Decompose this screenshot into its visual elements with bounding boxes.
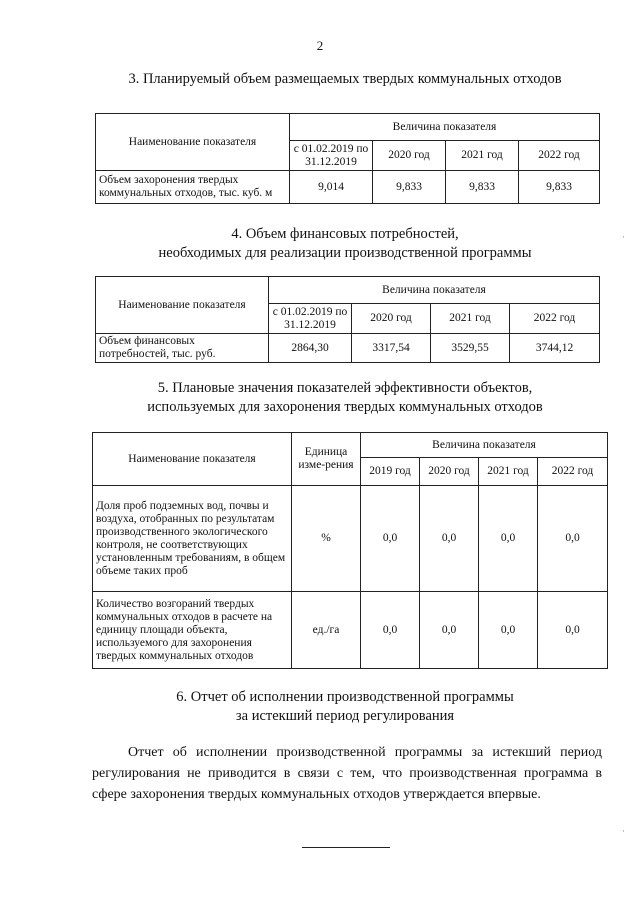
cell-value: 9,833 [519, 171, 600, 204]
table-row [96, 334, 600, 363]
section-6-title-line-1: 6. Отчет об исполнении производственной программы [176, 689, 514, 705]
cell-value: 0,0 [479, 486, 538, 592]
header-unit: Единица изме-рения [292, 433, 361, 486]
cell-value: 0,0 [361, 486, 420, 592]
cell-value: 3529,55 [431, 334, 510, 363]
section-5-title-line-1: 5. Плановые значения показателей эффективности объектов, [157, 380, 533, 396]
cell-value: 3744,12 [510, 334, 600, 363]
section-5-title-line-2: используемых для захоронения твердых коммунальных отходов [147, 399, 543, 415]
header-indicator-name: Наименование показателя [96, 114, 290, 171]
cell-unit: ед./га [292, 592, 361, 669]
cell-unit: % [292, 486, 361, 592]
header-period: с 01.02.2019 по 31.12.2019 [269, 304, 352, 334]
cell-value: 2864,30 [269, 334, 352, 363]
section-6-title-line-2: за истекший период регулирования [235, 708, 455, 724]
header-period: 2022 год [510, 304, 600, 334]
section-6-paragraph [92, 742, 602, 805]
section-5-title [80, 379, 610, 417]
table-row [96, 171, 600, 204]
table-row [93, 592, 608, 669]
row-name: Количество возгораний твердых коммунальных отходов в расчете на единицу площади объекта, используемого для захоронения твердых коммунальных отходов [93, 592, 292, 669]
scan-mark: · [622, 232, 625, 242]
cell-value: 9,833 [446, 171, 519, 204]
cell-value: 0,0 [361, 592, 420, 669]
header-period: 2020 год [352, 304, 431, 334]
section-5-table [92, 432, 608, 669]
header-year: 2022 год [538, 458, 608, 486]
header-period: 2022 год [519, 141, 600, 171]
cell-value: 0,0 [420, 486, 479, 592]
cell-value: 0,0 [479, 592, 538, 669]
header-period: с 01.02.2019 по 31.12.2019 [290, 141, 373, 171]
header-indicator-value: Величина показателя [361, 433, 608, 458]
header-indicator-name: Наименование показателя [96, 277, 269, 334]
header-period: 2020 год [373, 141, 446, 171]
header-year: 2020 год [420, 458, 479, 486]
closing-rule [302, 847, 390, 848]
section-4-title-line-2: необходимых для реализации производственной программы [158, 245, 532, 261]
section-4-title [80, 225, 610, 263]
header-indicator-value: Величина показателя [269, 277, 600, 304]
row-name: Объем захоронения твердых коммунальных отходов, тыс. куб. м [96, 171, 290, 204]
cell-value: 3317,54 [352, 334, 431, 363]
row-name: Доля проб подземных вод, почвы и воздуха, отобранных по результатам производственного экологического контроля, не соответствующих установленным требованиям, в общем объеме таких проб [93, 486, 292, 592]
header-period: 2021 год [431, 304, 510, 334]
header-indicator-name: Наименование показателя [93, 433, 292, 486]
header-year: 2021 год [479, 458, 538, 486]
cell-value: 0,0 [420, 592, 479, 669]
section-6-title [80, 688, 610, 726]
cell-value: 0,0 [538, 592, 608, 669]
cell-value: 9,833 [373, 171, 446, 204]
row-name: Объем финансовых потребностей, тыс. руб. [96, 334, 269, 363]
header-indicator-value: Величина показателя [290, 114, 600, 141]
table-row [93, 486, 608, 592]
section-4-table [95, 276, 600, 363]
cell-value: 0,0 [538, 486, 608, 592]
cell-value: 9,014 [290, 171, 373, 204]
scan-mark: · [622, 826, 625, 836]
header-period: 2021 год [446, 141, 519, 171]
page-number: 2 [316, 38, 324, 53]
section-3-title: 3. Планируемый объем размещаемых твердых коммунальных отходов [128, 71, 562, 87]
section-4-title-line-1: 4. Объем финансовых потребностей, [231, 226, 459, 242]
section-6-paragraph-text: Отчет об исполнении производственной программы за истекший период регулирования не приводится в связи с тем, что производственная программа в сфере захоронения твердых коммунальных отходов утверждается впервые. [92, 745, 602, 802]
section-3-table [95, 113, 600, 204]
header-year: 2019 год [361, 458, 420, 486]
